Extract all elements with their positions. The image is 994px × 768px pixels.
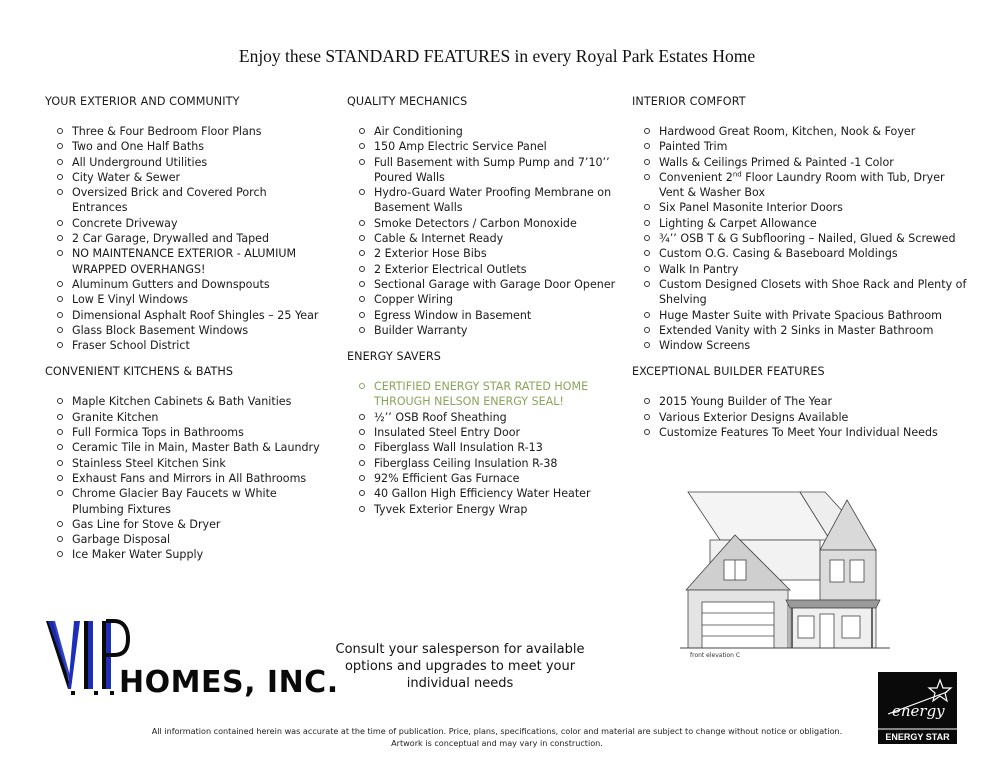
list-item: Insulated Steel Entry Door bbox=[347, 425, 617, 440]
list-item: ½’’ OSB Roof Sheathing bbox=[347, 410, 617, 425]
list-item: Ceramic Tile in Main, Master Bath & Laundry bbox=[45, 440, 325, 455]
footnote-line-2: Artwork is conceptual and may vary in construction. bbox=[391, 737, 603, 748]
list-item: Copper Wiring bbox=[347, 292, 617, 307]
energy-script-text: energy bbox=[892, 702, 945, 720]
list-item: City Water & Sewer bbox=[45, 170, 325, 185]
section-heading-energy: ENERGY SAVERS bbox=[347, 350, 441, 364]
section-heading-kitchens: CONVENIENT KITCHENS & BATHS bbox=[45, 365, 234, 379]
list-item: 2 Exterior Electrical Outlets bbox=[347, 262, 617, 277]
list-item: Tyvek Exterior Energy Wrap bbox=[347, 502, 617, 517]
list-item: 2 Exterior Hose Bibs bbox=[347, 246, 617, 261]
features-column-right bbox=[632, 93, 972, 450]
list-item: Builder Warranty bbox=[347, 323, 617, 338]
list-item: Full Basement with Sump Pump and 7’10’’ Poured Walls bbox=[347, 155, 617, 186]
list-item: All Underground Utilities bbox=[45, 155, 325, 170]
list-item: Lighting & Carpet Allowance bbox=[632, 216, 972, 231]
list-item: 2 Car Garage, Drywalled and Taped bbox=[45, 231, 325, 246]
vip-letters-mark bbox=[46, 621, 128, 695]
list-item: Smoke Detectors / Carbon Monoxide bbox=[347, 216, 617, 231]
list-item: Custom O.G. Casing & Baseboard Moldings bbox=[632, 246, 972, 261]
list-item: 2015 Young Builder of The Year bbox=[632, 394, 972, 409]
list-item: Customize Features To Meet Your Individual Needs bbox=[632, 425, 972, 440]
energy-star-label: ENERGY STAR bbox=[885, 732, 950, 742]
interior-feature-list bbox=[632, 124, 972, 353]
list-item: Three & Four Bedroom Floor Plans bbox=[45, 124, 325, 139]
elevation-caption: front elevation C bbox=[690, 652, 741, 659]
laundry-room-item bbox=[632, 170, 972, 201]
list-item: Low E Vinyl Windows bbox=[45, 292, 325, 307]
list-item: Hardwood Great Room, Kitchen, Nook & Foyer bbox=[632, 124, 972, 139]
list-item: Walk In Pantry bbox=[632, 262, 972, 277]
builder-feature-list bbox=[632, 394, 972, 440]
list-item: Glass Block Basement Windows bbox=[45, 323, 325, 338]
list-item: Cable & Internet Ready bbox=[347, 231, 617, 246]
list-item: Egress Window in Basement bbox=[347, 308, 617, 323]
section-heading-interior: INTERIOR COMFORT bbox=[632, 95, 746, 108]
list-item: 40 Gallon High Efficiency Water Heater bbox=[347, 486, 617, 501]
ordinal-superscript: nd bbox=[732, 170, 742, 179]
list-item: Dimensional Asphalt Roof Shingles – 25 Year bbox=[45, 308, 325, 323]
consult-message: Consult your salesperson for available options and upgrades to meet your individual needs bbox=[335, 642, 585, 691]
list-item: Aluminum Gutters and Downspouts bbox=[45, 277, 325, 292]
list-item: Exhaust Fans and Mirrors in All Bathrooms bbox=[45, 471, 325, 486]
list-item: Fraser School District bbox=[45, 338, 325, 353]
list-item: ¾’’ OSB T & G Subflooring – Nailed, Glued & Screwed bbox=[632, 231, 972, 246]
energy-star-certification-item: CERTIFIED ENERGY STAR RATED HOME THROUGH NELSON ENERGY SEAL! bbox=[347, 379, 617, 410]
list-item: Gas Line for Stove & Dryer bbox=[45, 517, 325, 532]
list-item: Sectional Garage with Garage Door Opener bbox=[347, 277, 617, 292]
laundry-text-after: Floor Laundry Room with Tub, Dryer Vent & Washer Box bbox=[659, 170, 945, 200]
list-item: Chrome Glacier Bay Faucets w White Plumbing Fixtures bbox=[45, 486, 325, 517]
section-heading-mechanics: QUALITY MECHANICS bbox=[347, 95, 468, 108]
mechanics-feature-list bbox=[347, 124, 617, 338]
list-item: Hydro-Guard Water Proofing Membrane on Basement Walls bbox=[347, 185, 617, 216]
list-item: Various Exterior Designs Available bbox=[632, 410, 972, 425]
kitchen-feature-list bbox=[45, 394, 325, 562]
list-item: Granite Kitchen bbox=[45, 410, 325, 425]
list-item: Fiberglass Ceiling Insulation R-38 bbox=[347, 456, 617, 471]
list-item: Oversized Brick and Covered Porch Entrances bbox=[45, 185, 325, 216]
company-name: HOMES, INC. bbox=[119, 665, 339, 700]
list-item: Full Formica Tops in Bathrooms bbox=[45, 425, 325, 440]
laundry-text-before: Convenient 2 bbox=[659, 170, 733, 184]
section-heading-exterior: YOUR EXTERIOR AND COMMUNITY bbox=[45, 95, 240, 108]
features-column-middle bbox=[347, 93, 617, 527]
list-item: Extended Vanity with 2 Sinks in Master Bathroom bbox=[632, 323, 972, 338]
list-item: Garbage Disposal bbox=[45, 532, 325, 547]
legal-footnote bbox=[0, 726, 994, 749]
list-item: Maple Kitchen Cabinets & Bath Vanities bbox=[45, 394, 325, 409]
house-elevation-drawing bbox=[680, 490, 890, 665]
list-item: Stainless Steel Kitchen Sink bbox=[45, 456, 325, 471]
list-item: Concrete Driveway bbox=[45, 216, 325, 231]
features-column-left bbox=[45, 93, 325, 573]
footnote-line-1: All information contained herein was accurate at the time of publication. Price, plans, specifications, color and material are subject to change without notice or obligation. bbox=[151, 726, 843, 736]
list-item: Six Panel Masonite Interior Doors bbox=[632, 200, 972, 215]
list-item: NO MAINTENANCE EXTERIOR - ALUMIUM WRAPPED OVERHANGS! bbox=[45, 246, 325, 277]
list-item: Ice Maker Water Supply bbox=[45, 547, 325, 562]
list-item: Painted Trim bbox=[632, 139, 972, 154]
energy-feature-list bbox=[347, 379, 617, 517]
list-item: Custom Designed Closets with Shoe Rack and Plenty of Shelving bbox=[632, 277, 972, 308]
section-heading-builder: EXCEPTIONAL BUILDER FEATURES bbox=[632, 365, 825, 379]
page-title: Enjoy these STANDARD FEATURES in every Royal Park Estates Home bbox=[238, 46, 756, 66]
exterior-feature-list bbox=[45, 124, 325, 353]
list-item: Window Screens bbox=[632, 338, 972, 353]
list-item: Walls & Ceilings Primed & Painted -1 Color bbox=[632, 155, 972, 170]
list-item: Huge Master Suite with Private Spacious Bathroom bbox=[632, 308, 972, 323]
list-item: 150 Amp Electric Service Panel bbox=[347, 139, 617, 154]
list-item: Two and One Half Baths bbox=[45, 139, 325, 154]
list-item: Fiberglass Wall Insulation R-13 bbox=[347, 440, 617, 455]
list-item: Air Conditioning bbox=[347, 124, 617, 139]
list-item: 92% Efficient Gas Furnace bbox=[347, 471, 617, 486]
